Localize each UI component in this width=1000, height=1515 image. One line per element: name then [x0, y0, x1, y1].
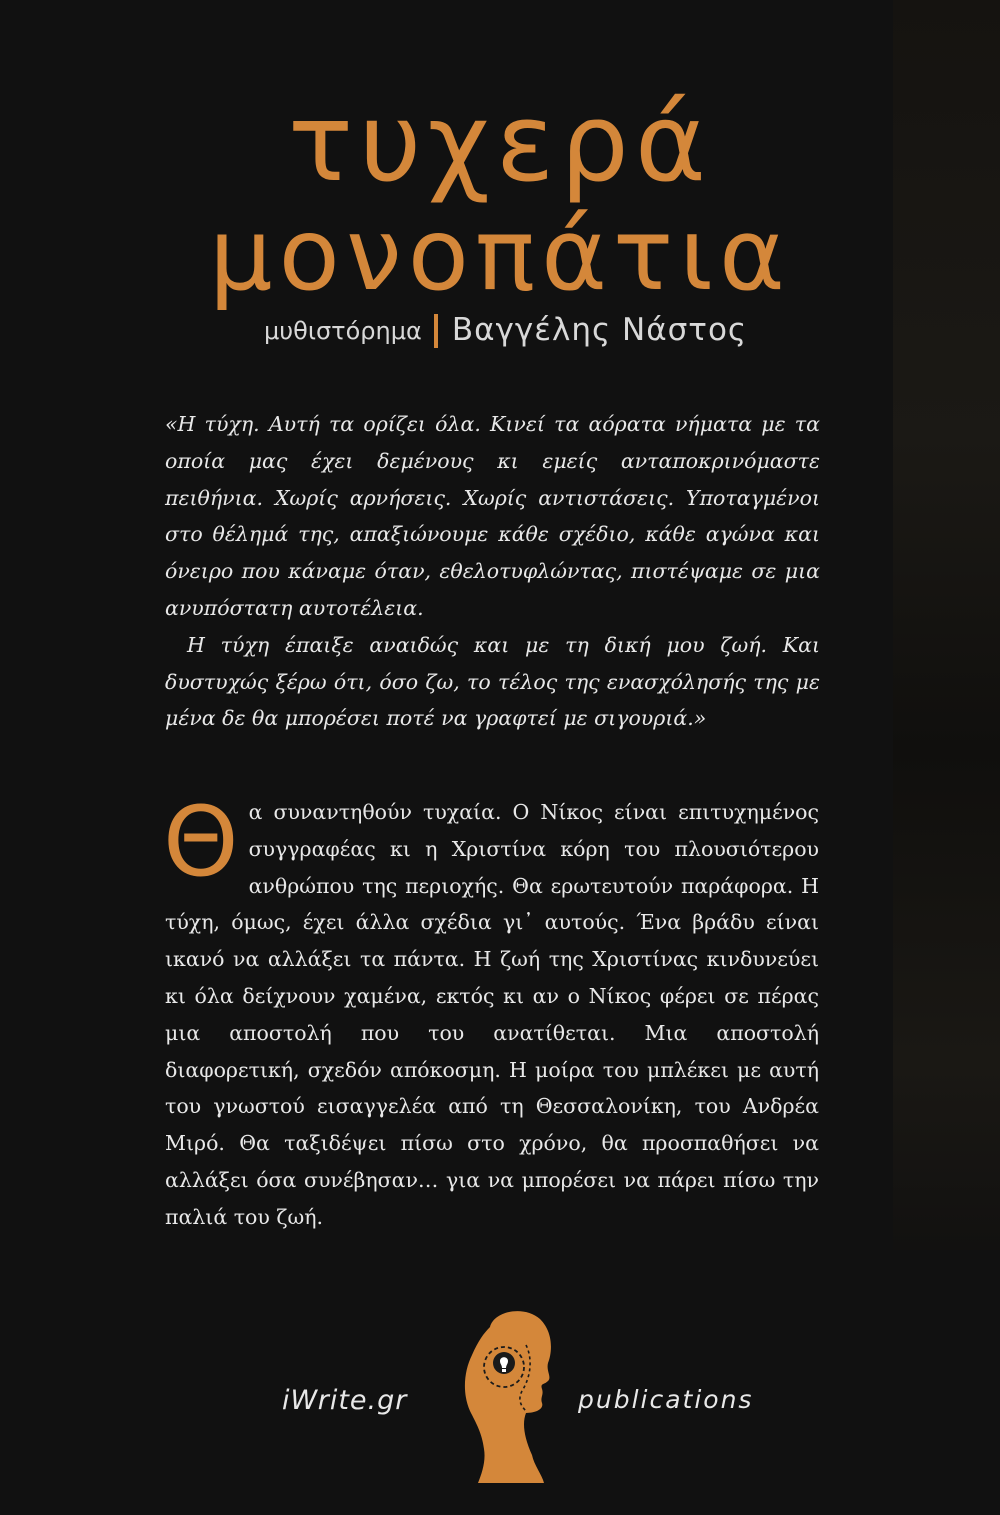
excerpt-quote [165, 406, 820, 737]
subtitle-row [264, 308, 747, 348]
book-title-line-2: μονοπάτια [209, 196, 791, 313]
synopsis-text-block [163, 786, 819, 1236]
synopsis-body: α συναντηθούν τυχαία. Ο Νίκος είναι επιτυχημένος συγγραφέας κι η Χριστίνα κόρη του πλουσιότερου ανθρώπου της περιοχής. Θα ερωτευτούν παράφορα. Η τύχη, όμως, έχει άλλα σχέδια γι᾽ αυτούς. Ένα βράδυ είναι ικανό να αλλάξει τα πάντα. Η ζωή της Χριστίνας κινδυνεύει κι όλα δείχνουν χαμένα, εκτός κι αν ο Νίκος φέρει σε πέρας μια αποστολή που του ανατίθεται. Μια αποστολή διαφορετική, σχεδόν απόκοσμη. Η μοίρα του μπλέκει με αυτή του γνωστού εισαγγελέα από τη Θεσσαλονίκη, του Ανδρέα Μιρό. Θα ταξιδέψει πίσω στο χρόνο, θα προσπαθήσει να αλλάξει όσα συνέβησαν… για να μπορέσει να πάρει πίσω την παλιά του ζωή. [165, 800, 819, 1229]
publisher-suffix: publications [578, 1385, 754, 1414]
head-lightbulb-icon [462, 1305, 552, 1485]
publisher-name: iWrite.gr [282, 1385, 408, 1416]
spine-strip-bottom [893, 1250, 1000, 1515]
drop-cap-letter: Θ [163, 786, 239, 898]
genre-label: μυθιστόρημα [264, 317, 422, 345]
quote-paragraph-2: Η τύχη έπαιξε αναιδώς και με τη δική μου ζωή. Και δυστυχώς ξέρω ότι, όσο ζω, το τέλος της ενασχόλησής της με μένα δε θα μπορέσει ποτέ να γραφτεί με σιγουριά.» [165, 632, 820, 731]
subtitle-divider [434, 314, 438, 348]
author-name: Βαγγέλης Νάστος [451, 312, 748, 348]
book-title-line-1: τυχερά [287, 81, 713, 206]
quote-paragraph-1: «Η τύχη. Αυτή τα ορίζει όλα. Κινεί τα αόρατα νήματα με τα οποία μας έχει δεμένους κι εμείς ανταποκρινόμαστε πειθήνια. Χωρίς αρνήσεις. Χωρίς αντιστάσεις. Υποταγμένοι στο θέλημά της, απαξιώνουμε κάθε σχέδιο, κάθε αγώνα και όνειρο που κάναμε όταν, εθελοτυφλώντας, πιστέψαμε σε μια ανυπόστατη αυτοτέλεια. [165, 412, 820, 620]
